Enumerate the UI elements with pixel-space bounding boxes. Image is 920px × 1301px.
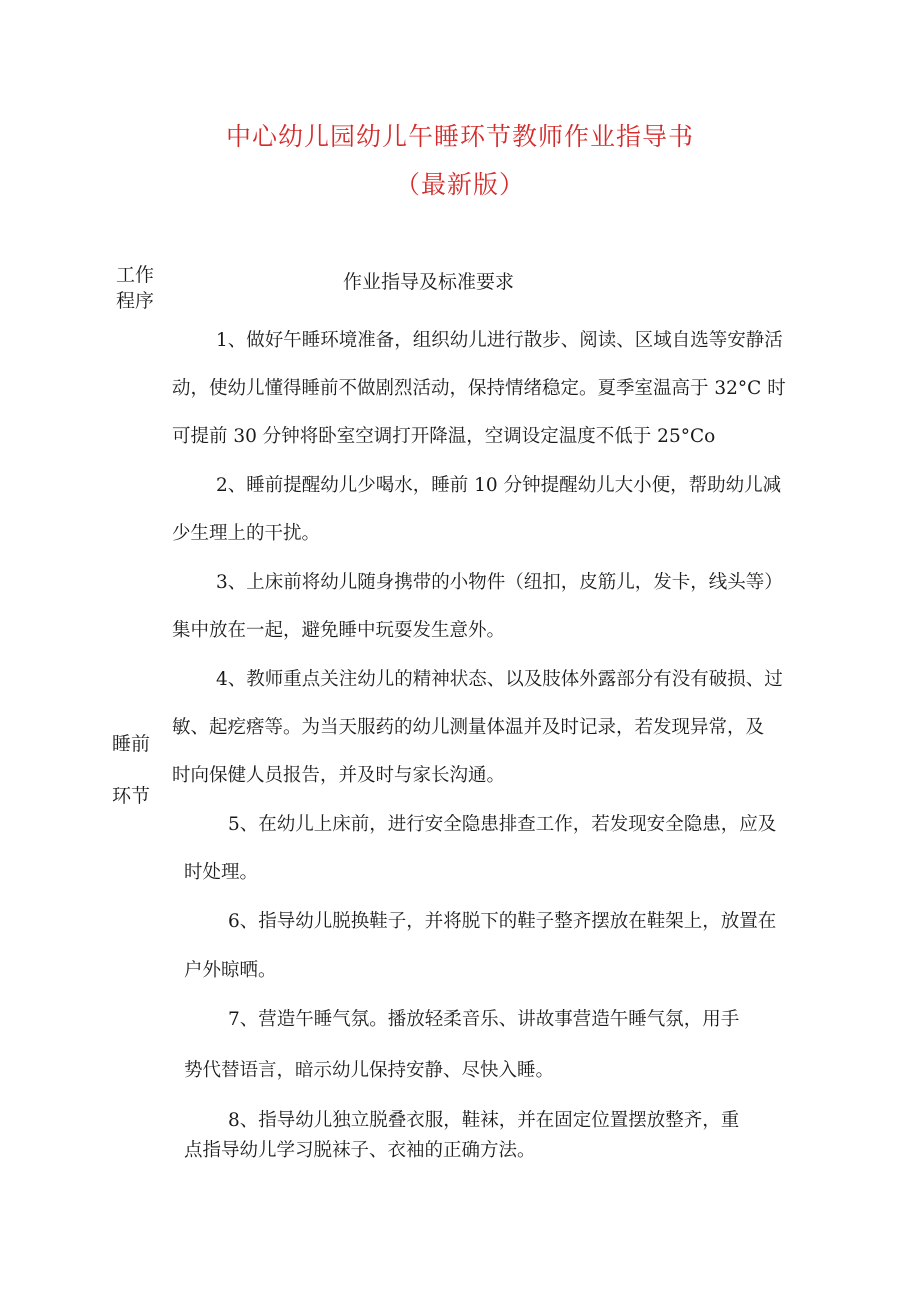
column-header-procedure-line: 工作 xyxy=(116,264,155,286)
document-title: 中心幼儿园幼儿午睡环节教师作业指导书 xyxy=(225,122,694,151)
list-item-line: 势代替语言，暗示幼儿保持安静、尽快入睡。 xyxy=(184,1060,555,1081)
list-item-line: 少生理上的干扰。 xyxy=(172,523,321,544)
list-item-line: 5、在幼儿上床前，进行安全隐患排查工作，若发现安全隐患，应及 xyxy=(228,814,777,835)
section-label-line: 环节 xyxy=(112,785,151,807)
section-label-line: 睡前 xyxy=(112,733,151,755)
list-item-line: 可提前 30 分钟将卧室空调打开降温，空调设定温度不低于 25°Co xyxy=(172,426,716,447)
list-item-line: 点指导幼儿学习脱袜子、衣袖的正确方法。 xyxy=(184,1140,536,1161)
list-item-line: 时处理。 xyxy=(184,862,259,883)
section-label-before-sleep xyxy=(112,718,150,822)
list-item-line: 集中放在一起，避免睡中玩耍发生意外。 xyxy=(172,620,506,641)
document-subtitle: （最新版） xyxy=(394,170,525,199)
list-item-line: 户外晾晒。 xyxy=(184,960,277,981)
column-header-procedure-line: 程序 xyxy=(116,290,155,312)
list-item-line: 6、指导幼儿脱换鞋子，并将脱下的鞋子整齐摆放在鞋架上，放置在 xyxy=(228,911,777,932)
list-item-line: 敏、起疙瘩等。为当天服药的幼儿测量体温并及时记录，若发现异常，及 xyxy=(172,717,765,738)
list-item-line: 2、睡前提醒幼儿少喝水，睡前 10 分钟提醒幼儿大小便，帮助幼儿减 xyxy=(216,475,782,496)
list-item-line: 4、教师重点关注幼儿的精神状态、以及肢体外露部分有没有破损、过 xyxy=(216,669,783,690)
list-item-line: 8、指导幼儿独立脱叠衣服，鞋袜，并在固定位置摆放整齐，重 xyxy=(228,1110,740,1131)
column-header-requirements: 作业指导及标准要求 xyxy=(343,271,515,293)
list-item-line: 1、做好午睡环境准备，组织幼儿进行散步、阅读、区域自选等安静活 xyxy=(216,330,783,351)
list-item-line: 时向保健人员报告，并及时与家长沟通。 xyxy=(172,765,506,786)
list-item-line: 动，使幼儿懂得睡前不做剧烈活动，保持情绪稳定。夏季室温高于 32°C 时 xyxy=(172,378,786,399)
list-item-line: 3、上床前将幼儿随身携带的小物件（纽扣，皮筋儿，发卡，线头等） xyxy=(216,572,783,593)
column-header-procedure xyxy=(116,262,154,314)
list-item-line: 7、营造午睡气氛。播放轻柔音乐、讲故事营造午睡气氛，用手 xyxy=(228,1009,740,1030)
